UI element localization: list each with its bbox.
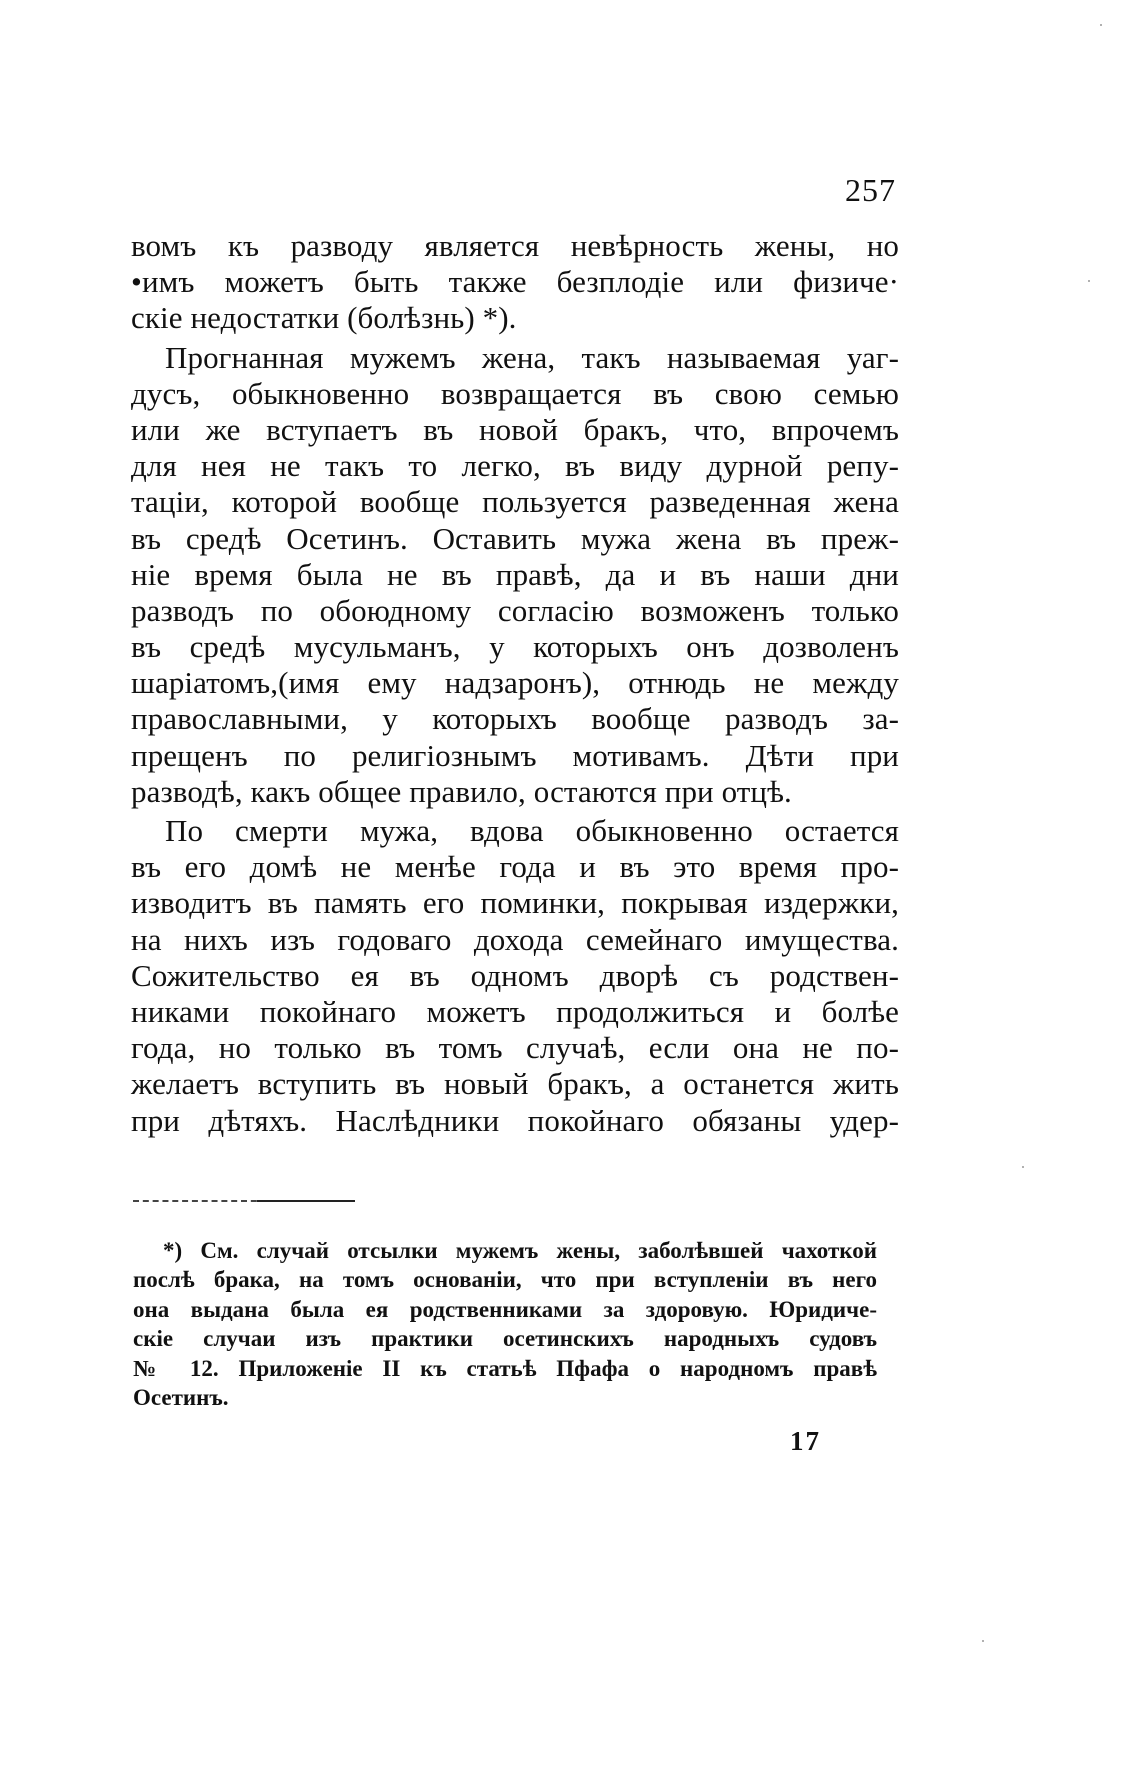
body-line: года, но только въ томъ случаѣ, если она не по- — [131, 1030, 899, 1066]
footnote-line: послѣ брака, на томъ основаніи, что при вступленіи въ него — [133, 1267, 877, 1293]
footnote-line: *) См. случай отсылки мужемъ жены, заболѣвшей чахоткой — [163, 1238, 877, 1263]
body-line: на нихъ изъ годоваго дохода семейнаго имущества. — [131, 921, 899, 957]
body-line: Прогнанная мужемъ жена, такъ называемая уаг- — [165, 339, 899, 375]
paper-speck — [982, 1640, 984, 1642]
body-line: вомъ къ разводу является невѣрность жены, но — [131, 228, 899, 263]
body-line: православными, у которыхъ вообще разводъ за- — [131, 701, 899, 737]
body-line: или же вступаетъ въ новой бракъ, что, впрочемъ — [131, 411, 899, 447]
paper-speck — [1100, 24, 1102, 26]
paper-speck — [1022, 1166, 1024, 1168]
body-line: разводѣ, какъ общее правило, остаются при отцѣ. — [131, 773, 792, 809]
signature-mark: 17 — [790, 1426, 821, 1456]
page-number: 257 — [845, 172, 896, 208]
body-line: въ его домѣ не менѣе года и въ это время про- — [131, 849, 899, 885]
main-text — [131, 228, 899, 1139]
body-line: въ средѣ мусульманъ, у которыхъ онъ дозволенъ — [131, 629, 899, 665]
body-line: разводъ по обоюдному согласію возможенъ только — [131, 592, 899, 628]
body-line: скіе недостатки (болѣзнь) *). — [131, 300, 517, 336]
footnote-line: скіе случаи изъ практики осетинскихъ народныхъ судовъ — [133, 1326, 877, 1352]
body-line: ніе время была не въ правѣ, да и въ наши дни — [131, 556, 899, 592]
body-line: таціи, которой вообще пользуется разведенная жена — [131, 484, 899, 520]
body-line: изводитъ въ память его поминки, покрывая издержки, — [131, 885, 899, 921]
footnote-divider-solid — [257, 1200, 355, 1202]
body-line: никами покойнаго можетъ продолжиться и болѣе — [131, 993, 899, 1029]
body-line: •имъ можетъ быть также безплодіе или физиче· — [131, 264, 899, 300]
body-line: въ средѣ Осетинъ. Оставить мужа жена въ преж- — [131, 520, 899, 556]
body-line: шаріатомъ,(имя ему надзаронъ), отнюдь не между — [131, 665, 899, 701]
body-line: дусъ, обыкновенно возвращается въ свою семью — [131, 375, 899, 411]
paper-speck — [1088, 280, 1090, 282]
body-line: желаетъ вступить въ новый бракъ, а останется жить — [131, 1066, 899, 1102]
body-line: для нея не такъ то легко, въ виду дурной репу- — [131, 448, 899, 484]
footnote-line: Осетинъ. — [133, 1384, 229, 1410]
body-line: Сожительство ея въ одномъ дворѣ съ родствен- — [131, 957, 899, 993]
footnote-line: № 12. Приложеніе II къ статьѣ Пфафа о народномъ правѣ — [133, 1355, 877, 1381]
body-line: прещенъ по религіознымъ мотивамъ. Дѣти при — [131, 737, 899, 773]
footnote-line: она выдана была ея родственниками за здоровую. Юридиче- — [133, 1296, 877, 1322]
body-line: при дѣтяхъ. Наслѣдники покойнаго обязаны удер- — [131, 1102, 899, 1138]
body-line: По смерти мужа, вдова обыкновенно остается — [165, 813, 899, 848]
footnote — [133, 1236, 877, 1412]
